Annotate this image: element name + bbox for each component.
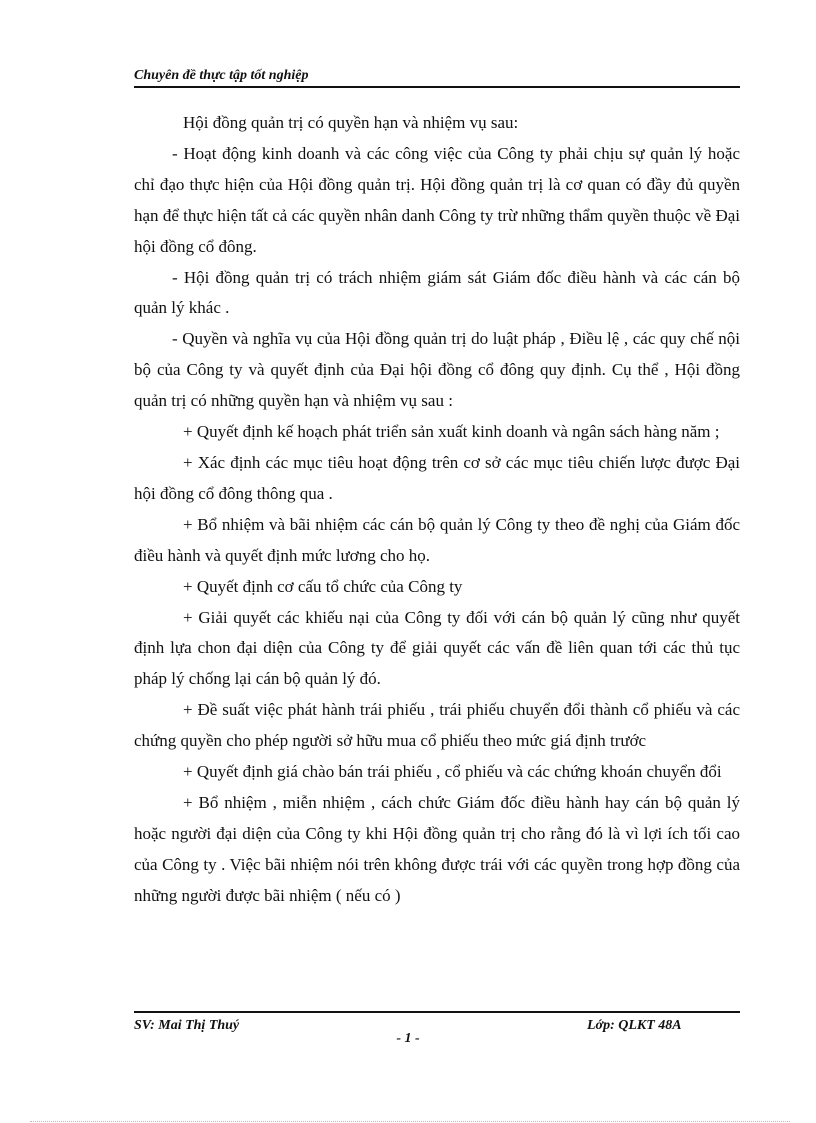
list-item: + Bổ nhiệm , miễn nhiệm , cách chức Giám đốc điều hành hay cán bộ quản lý hoặc người đại diện của Công ty khi Hội đồng quản trị cho rằng đó là vì lợi ích tối cao của Công ty . Việc bãi nhiệm nói trên không được trái với các quyền trong hợp đồng của những người được bãi nhiệm ( nếu có ) [134,792,740,905]
list-item: + Giải quyết các khiếu nại của Công ty đối với cán bộ quản lý cũng như quyết định lựa chon đại diện của Công ty để giải quyết các vấn đề liên quan tới các thủ tục pháp lý chống lại cán bộ quản lý đó. [134,607,740,689]
list-item: + Quyết định cơ cấu tổ chức của Công ty [183,576,463,596]
page-number: - 1 - [396,1031,420,1046]
class-label: Lớp: QLKT 48A [587,1018,682,1033]
intro-paragraph: Hội đồng quản trị có quyền hạn và nhiệm vụ sau: [183,113,519,132]
list-item: + Đề suất việc phát hành trái phiếu , trái phiếu chuyển đổi thành cổ phiếu và các chứng quyền cho phép người sở hữu mua cổ phiếu theo mức giá định trước [134,700,740,751]
list-item: + Bổ nhiệm và bãi nhiệm các cán bộ quản lý Công ty theo đề nghị của Giám đốc điều hành và quyết định mức lương cho họ. [134,514,740,565]
page-header [134,66,740,88]
list-item: + Xác định các mục tiêu hoạt động trên cơ sở các mục tiêu chiến lược được Đại hội đồng cổ đông thông qua . [134,452,740,503]
list-item: + Quyết định giá chào bán trái phiếu , cổ phiếu và các chứng khoán chuyển đổi [183,762,722,782]
document-title: Chuyên đề thực tập tốt nghiệp [134,68,309,83]
page-edge-divider [30,1121,790,1122]
body-paragraph: - Quyền và nghĩa vụ của Hội đồng quản trị do luật pháp , Điều lệ , các quy chế nội bộ của Công ty và quyết định của Đại hội đồng cổ đông quy định. Cụ thể , Hội đồng quản trị có những quyền hạn và nhiệm vụ sau : [134,329,740,411]
body-paragraph: - Hội đồng quản trị có trách nhiệm giám sát Giám đốc điều hành và các cán bộ quản lý khác . [134,267,740,318]
body-paragraph: - Hoạt động kinh doanh và các công việc của Công ty phải chịu sự quản lý hoặc chỉ đạo thực hiện của Hội đồng quản trị. Hội đồng quản trị là cơ quan có đầy đủ quyền hạn để thực hiện tất cả các quyền nhân danh Công ty trừ những thẩm quyền thuộc về Đại hội đồng cổ đông. [134,143,740,256]
document-body [134,108,740,912]
list-item: + Quyết định kế hoạch phát triển sản xuất kinh doanh và ngân sách hàng năm ; [183,422,720,442]
student-name: SV: Mai Thị Thuý [134,1018,240,1033]
